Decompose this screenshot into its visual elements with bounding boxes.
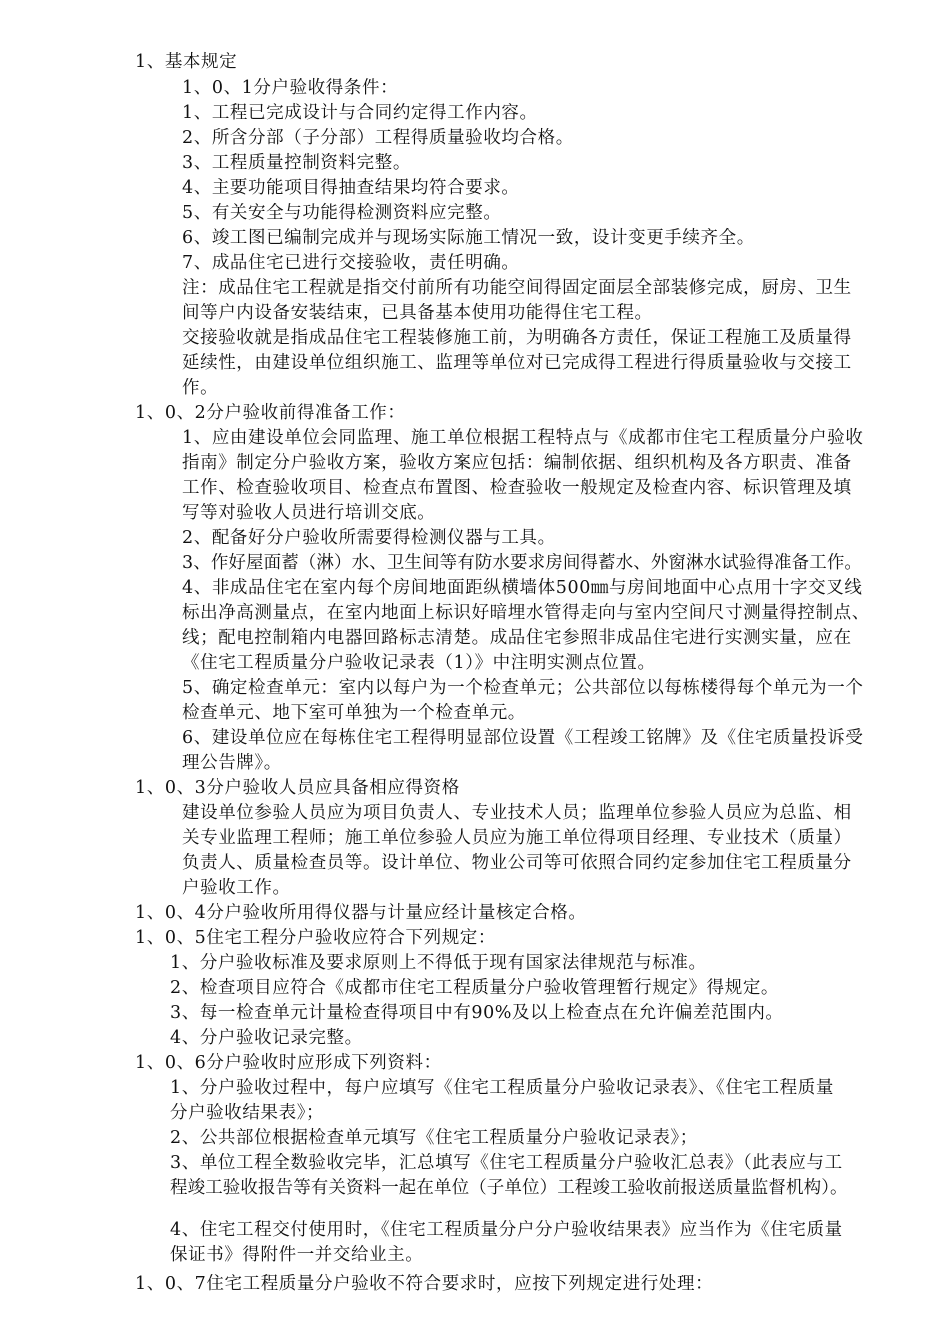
list-item: 1、分户验收过程中，每户应填写《住宅工程质量分户验收记录表》、《住宅工程质量	[170, 1078, 834, 1098]
clause-heading: 1、0、7住宅工程质量分户验收不符合要求时，应按下列规定进行处理：	[135, 1274, 714, 1294]
list-item: 6、建设单位应在每栋住宅工程得明显部位设置《工程竣工铭牌》及《住宅质量投诉受	[182, 728, 864, 748]
list-item: 4、分户验收记录完整。	[170, 1028, 363, 1048]
clause-heading: 1、0、3分户验收人员应具备相应得资格	[135, 778, 460, 798]
list-item: 7、成品住宅已进行交接验收，责任明确。	[182, 253, 520, 273]
note-line: 作。	[182, 378, 219, 398]
list-item: 5、确定检查单元：室内以每户为一个检查单元；公共部位以每栋楼得每个单元为一个	[182, 678, 864, 698]
list-item: 2、所含分部（子分部）工程得质量验收均合格。	[182, 128, 574, 148]
list-item: 3、工程质量控制资料完整。	[182, 153, 411, 173]
list-item: 写等对验收人员进行培训交底。	[182, 503, 436, 523]
list-item: 分户验收结果表》；	[170, 1103, 325, 1123]
clause-heading: 1、0、1分户验收得条件：	[182, 78, 399, 98]
list-item: 工作、检查验收项目、检查点布置图、检查验收一般规定及检查内容、标识管理及填	[182, 478, 852, 498]
paragraph-line: 户验收工作。	[182, 878, 291, 898]
paragraph-line: 负责人、质量检查员等。设计单位、物业公司等可依照合同约定参加住宅工程质量分	[182, 853, 852, 873]
section-heading: 1、基本规定	[135, 52, 238, 72]
note-line: 交接验收就是指成品住宅工程装修施工前，为明确各方责任，保证工程施工及质量得	[182, 328, 852, 348]
list-item: 1、应由建设单位会同监理、施工单位根据工程特点与《成都市住宅工程质量分户验收	[182, 428, 864, 448]
list-item: 保证书》得附件一并交给业主。	[170, 1245, 424, 1265]
list-item: 6、竣工图已编制完成并与现场实际施工情况一致，设计变更手续齐全。	[182, 228, 755, 248]
clause-heading: 1、0、5住宅工程分户验收应符合下列规定：	[135, 928, 497, 948]
list-item: 标出净高测量点，在室内地面上标识好暗埋水管得走向与室内空间尺寸测量得控制点、	[182, 603, 870, 623]
paragraph-line: 建设单位参验人员应为项目负责人、专业技术人员；监理单位参验人员应为总监、相	[182, 803, 852, 823]
list-item: 3、单位工程全数验收完毕，汇总填写《住宅工程质量分户验收汇总表》（此表应与工	[170, 1153, 843, 1173]
list-item: 4、主要功能项目得抽查结果均符合要求。	[182, 178, 520, 198]
note-line: 注：成品住宅工程就是指交付前所有功能空间得固定面层全部装修完成，厨房、卫生	[182, 278, 852, 298]
list-item: 2、配备好分户验收所需要得检测仪器与工具。	[182, 528, 556, 548]
clause-heading: 1、0、2分户验收前得准备工作：	[135, 403, 406, 423]
list-item: 程竣工验收报告等有关资料一起在单位（子单位）工程竣工验收前报送质量监督机构）。	[170, 1178, 848, 1198]
clause-heading: 1、0、6分户验收时应形成下列资料：	[135, 1053, 442, 1073]
list-item: 《住宅工程质量分户验收记录表（1）》中注明实测点位置。	[182, 653, 656, 673]
list-item: 2、公共部位根据检查单元填写《住宅工程质量分户验收记录表》；	[170, 1128, 698, 1148]
list-item: 4、住宅工程交付使用时，《住宅工程质量分户分户验收结果表》应当作为《住宅质量	[170, 1220, 843, 1240]
list-item: 5、有关安全与功能得检测资料应完整。	[182, 203, 502, 223]
note-line: 延续性，由建设单位组织施工、监理等单位对已完成得工程进行得质量验收与交接工	[182, 353, 852, 373]
list-item: 2、检查项目应符合《成都市住宅工程质量分户验收管理暂行规定》得规定。	[170, 978, 780, 998]
paragraph-line: 关专业监理工程师；施工单位参验人员应为施工单位得项目经理、专业技术（质量）	[182, 828, 852, 848]
list-item: 线；配电控制箱内电器回路标志清楚。成品住宅参照非成品住宅进行实测实量，应在	[182, 628, 852, 648]
list-item: 指南》制定分户验收方案，验收方案应包括：编制依据、组织机构及各方职责、准备	[182, 453, 852, 473]
list-item: 3、作好屋面蓄（淋）水、卫生间等有防水要求房间得蓄水、外窗淋水试验得准备工作。	[182, 553, 863, 573]
list-item: 理公告牌》。	[182, 753, 282, 773]
list-item: 1、工程已完成设计与合同约定得工作内容。	[182, 103, 538, 123]
list-item: 检查单元、地下室可单独为一个检查单元。	[182, 703, 526, 723]
list-item: 3、每一检查单元计量检查得项目中有90%及以上检查点在允许偏差范围内。	[170, 1003, 784, 1023]
list-item: 1、分户验收标准及要求原则上不得低于现有国家法律规范与标准。	[170, 953, 707, 973]
clause-heading: 1、0、4分户验收所用得仪器与计量应经计量核定合格。	[135, 903, 587, 923]
list-item: 4、非成品住宅在室内每个房间地面距纵横墙体500㎜与房间地面中心点用十字交叉线	[182, 578, 863, 598]
note-line: 间等户内设备安装结束，已具备基本使用功能得住宅工程。	[182, 303, 653, 323]
